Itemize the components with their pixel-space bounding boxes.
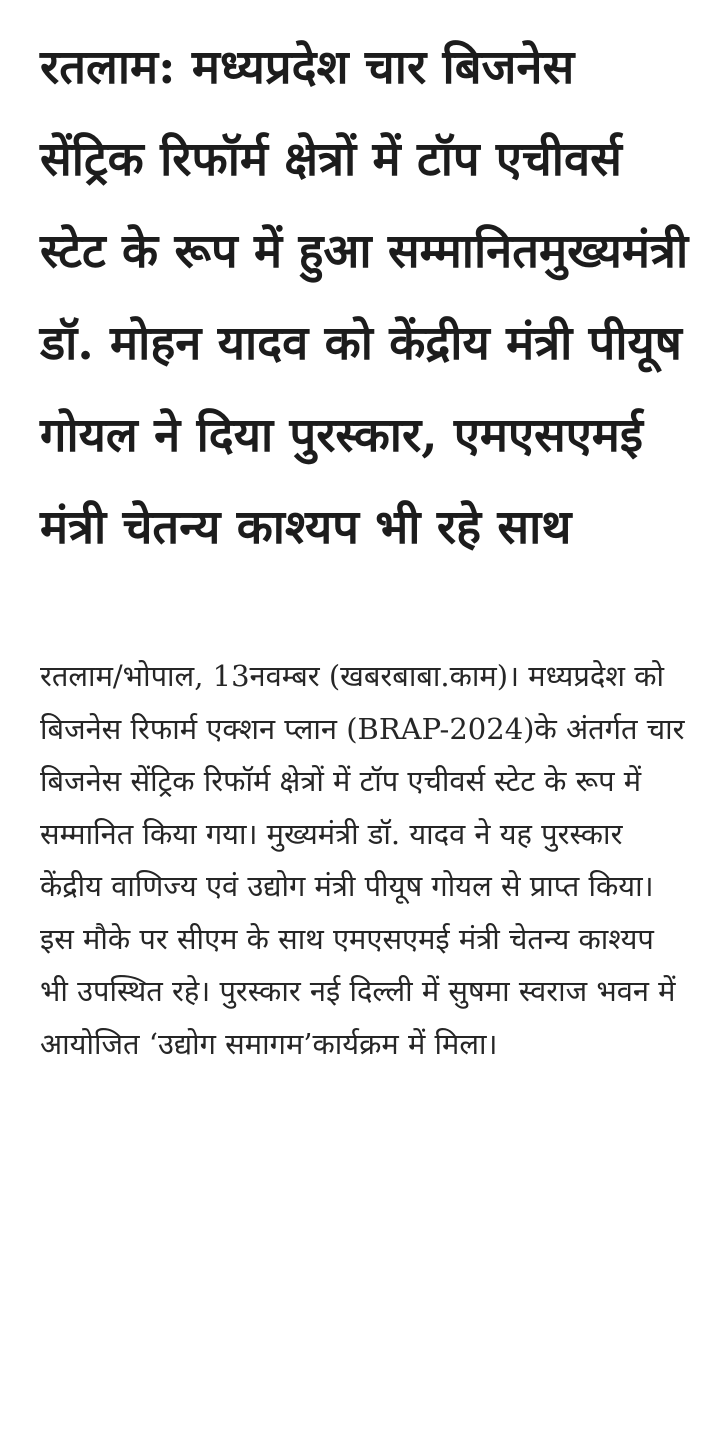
- news-article: [40, 22, 690, 1070]
- article-headline: रतलाम: मध्यप्रदेश चार बिजनेस सेंट्रिक रिफॉर्म क्षेत्रों में टॉप एचीवर्स स्टेट के रूप में हुआ सम्मानितमुख्यमंत्री डॉ. मोहन यादव को केंद्रीय मंत्री पीयूष गोयल ने दिया पुरस्कार, एमएसएमई मंत्री चेतन्य काश्यप भी रहे साथ: [40, 40, 689, 555]
- article-body: रतलाम/भोपाल, 13नवम्बर (खबरबाबा.काम)। मध्यप्रदेश को बिजनेस रिफार्म एक्शन प्लान (BRAP-2024)के अंतर्गत चार बिजनेस सेंट्रिक रिफॉर्म क्षेत्रों में टॉप एचीवर्स स्टेट के रूप में सम्मानित किया गया। मुख्यमंत्री डॉ. यादव ने यह पुरस्कार केंद्रीय वाणिज्य एवं उद्योग मंत्री पीयूष गोयल से प्राप्त किया। इस मौके पर सीएम के साथ एमएसएमई मंत्री चेतन्य काश्यप भी उपस्थित रहे। पुरस्कार नई दिल्ली में सुषमा स्वराज भवन में आयोजित ‘उद्योग समागम’कार्यक्रम में मिला।: [40, 659, 685, 1061]
